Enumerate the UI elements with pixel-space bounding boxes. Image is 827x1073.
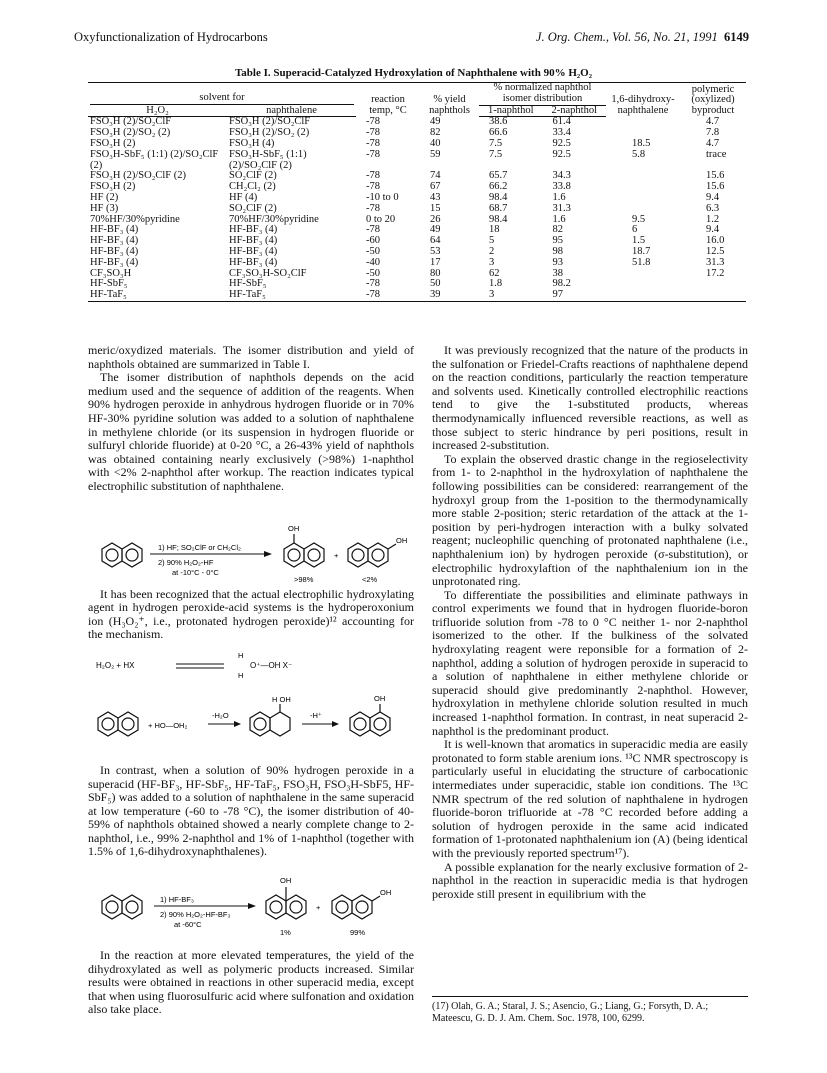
table-cell: 1.8: [489, 278, 503, 290]
scheme-superacid-hydroxylation: [88, 865, 414, 943]
header-1-naphthol: 1-naphthol: [479, 105, 543, 117]
table-cell: 9.4: [706, 191, 720, 203]
table-cell: 38.6: [489, 116, 508, 128]
table-cell: 67: [430, 181, 441, 193]
oh-label: OH: [374, 693, 386, 703]
table-cell: -78: [366, 115, 380, 127]
table-cell: 50: [430, 278, 441, 290]
table-cell: 6: [632, 224, 638, 236]
reagent-label: + HO—OH₂: [148, 720, 188, 730]
table-cell: FSO₃H (2)/SO₂ClF: [229, 116, 311, 128]
table-cell: 18: [489, 224, 500, 236]
paragraph: It was previously recognized that the nature of the products in the sulfonation or Friedel-Crafts reactions of naphthalene depend on the reaction conditions, particularly the reaction temperature and solvents used. Kinetically controlled electrophilic reactions tend to give the 1-substituted products, whereas thermodynamically influenced reversible reactions, as well as those subject to steric hindrance by peri positions, result in increased 2-substitution.: [432, 343, 748, 453]
plus-sign: +: [334, 550, 339, 560]
h-label: H: [238, 650, 244, 660]
table-cell: [606, 182, 680, 193]
header-solvent-for: solvent for: [88, 83, 356, 106]
table-cell: [606, 171, 680, 182]
table-cell: 80: [430, 267, 441, 279]
table-cell: HF-BF₃ (4): [229, 245, 278, 257]
table-cell: trace: [706, 148, 727, 160]
table-cell: 74: [430, 170, 441, 182]
equilibrium-lhs: H₂O₂ + HX: [96, 660, 135, 670]
table-cell: HF-BF₃ (4): [90, 224, 139, 236]
table-cell: 82: [430, 127, 441, 139]
table-cell: 1.6: [552, 191, 566, 203]
table-cell: HF (2): [90, 191, 119, 203]
table-cell: 7.8: [706, 127, 720, 139]
table-cell: HF (3): [90, 202, 119, 214]
header-h2o2: H₂O₂: [88, 105, 227, 117]
table-cell: 33.8: [552, 181, 571, 193]
table-cell: CF₃SO₃H: [90, 267, 132, 279]
table-title: Table I. Superacid-Catalyzed Hydroxylation of Naphthalene with 90% H₂O₂: [234, 67, 593, 79]
table-cell: 31.3: [706, 256, 725, 268]
table-cell: 61.4: [552, 116, 571, 128]
table-cell: 98.4: [489, 191, 508, 203]
table-cell: HF-BF₃ (4): [90, 256, 139, 268]
table-row: [88, 171, 746, 182]
table-cell: 15: [430, 202, 441, 214]
table-cell: 5: [489, 235, 495, 247]
table-row: [88, 258, 746, 269]
table-row: [88, 117, 746, 128]
scheme-condition: 2) 90% H₂O₂-HF-BF₃: [160, 910, 231, 920]
plus-sign: +: [316, 903, 321, 913]
table-cell: 98.2: [552, 278, 571, 290]
table-cell: 97: [543, 290, 607, 301]
table-row: [88, 269, 746, 280]
table-row: [88, 279, 746, 290]
table-cell: FSO₃H (2)/SO₂ (2): [229, 127, 310, 139]
yield-label: <2%: [362, 574, 378, 582]
table-row: [88, 182, 746, 193]
h-oh-label: H OH: [272, 694, 291, 704]
table-cell: 26: [430, 213, 441, 225]
table-cell: [606, 279, 680, 290]
table-cell: FSO₃H (2)/SO₂ClF (2): [90, 170, 187, 182]
table-cell: 34.3: [552, 170, 571, 182]
table-cell: 17: [430, 256, 441, 268]
table-cell: [606, 290, 680, 301]
table-cell: -60: [366, 235, 380, 247]
table-cell: 70%HF/30%pyridine: [90, 213, 180, 225]
table-cell: 9.5: [632, 213, 646, 225]
table-cell: 0 to 20: [366, 213, 396, 225]
paragraph: A possible explanation for the nearly exclusive formation of 2-naphthol in the reaction in superacidic media is that hydrogen peroxide still present in equilibrium with the: [432, 859, 748, 901]
hydroperoxonium-ion: O⁺—OH X⁻: [250, 660, 293, 670]
footnote: (17) Olah, G. A.; Staral, J. S.; Asencio, G.; Liang, G.; Forsyth, D. A.; Mateescu, G. D. J. Am. Chem. Soc. 1978, 100, 6299.: [432, 996, 748, 1024]
table-cell: 4.7: [706, 115, 720, 127]
table-cell: 17.2: [706, 267, 725, 279]
table-cell: 18.7: [632, 245, 651, 257]
table-cell: 7.5: [489, 137, 503, 149]
page-number: 6149: [724, 30, 749, 44]
table-cell: FSO₃H-SbF₅ (1:1) (2)/SO₂ClF (2): [90, 148, 219, 171]
table-cell: [606, 269, 680, 280]
loss-label: -H₂O: [212, 710, 229, 720]
1-naphthol-structure: [266, 887, 306, 919]
paragraph: To explain the observed drastic change in the regioselectivity from 1- to 2-naphthol in the hydroxylation of naphthalene the following possibilities can be considered: rearrangement of the hydroxyl group from the 1-position to the thermodynamically more stable 2-position; steric retardation of the attack at the 1-position by peri-hydrogen interaction with a bulky solvated reagent; nucleophilic quenching of protonated naphthalene (i.e., naphthalenium ion) by hydrogen peroxide (σ-substitution), or electrophilic hydroxylaftion of the naphthalenium ion in the unprotonated ring.: [432, 451, 748, 589]
table-cell: HF-SbF₅: [229, 278, 267, 290]
table-cell: -78: [366, 127, 380, 139]
table-cell: -50: [366, 245, 380, 257]
oh-label: OH: [380, 888, 392, 898]
yield-label: 1%: [280, 928, 291, 938]
table-cell: 70%HF/30%pyridine: [229, 213, 319, 225]
header-2-naphthol: 2-naphthol: [543, 105, 607, 117]
table-cell: HF-BF₃ (4): [229, 256, 278, 268]
oh-label: OH: [280, 876, 292, 886]
naphthalene-structure: [98, 712, 138, 736]
table-cell: HF-SbF₅: [90, 278, 128, 290]
table-cell: HF-TaF₅: [227, 290, 356, 301]
journal-citation: J. Org. Chem., Vol. 56, No. 21, 1991: [535, 30, 718, 44]
table-cell: 9.4: [706, 224, 720, 236]
table-cell: 64: [430, 235, 441, 247]
table-cell: -78: [366, 278, 380, 290]
table-cell: 4.7: [706, 137, 720, 149]
table-cell: [606, 117, 680, 128]
table-cell: 2: [489, 245, 495, 257]
scheme-hf-hydroxylation: [88, 500, 414, 582]
table-cell: -78: [356, 290, 420, 301]
running-header-right: [536, 30, 749, 45]
table-cell: 49: [430, 224, 441, 236]
yield-label: 99%: [350, 928, 366, 938]
table-cell: -78: [366, 148, 380, 160]
table-row: [88, 225, 746, 236]
table-cell: -78: [366, 224, 380, 236]
table-cell: 66.2: [489, 181, 508, 193]
paragraph: To differentiate the possibilities and eliminate pathways in control experiments we found that in hydrogen fluoride-boron trifluoride solution from -78 to 0 °C neither 1- nor 2-naphthol isomerized to the other. If the bulkiness of the solvated hydroxylating reagent were reponsible for a formation of 2-naphthol, adding a solution of hydrogen peroxide in superacid to a solution of naphthalene in either methylene chloride or superacid should give predominantly 2-naphthol. However, hydroxylation in methylene chloride solution resulted in much increased 1-naphthol formation. In contrast, in neat superacid 2-naphthol is the predominant product.: [432, 587, 748, 738]
table-cell: 16.0: [706, 235, 725, 247]
1-naphthol-structure: [350, 704, 390, 736]
paragraph: It has been recognized that the actual electrophilic hydroxylating agent in hydrogen peroxide-acid systems is the hydroperoxonium ion (H₃O₂⁺, i.e., protonated hydrogen peroxide)¹² accounting for the mechanism.: [88, 586, 414, 642]
table-cell: 6.3: [706, 202, 720, 214]
table-cell: FSO₃H-SbF₅ (1:1) (2)/SO₂ClF (2): [229, 148, 307, 171]
table-cell: -40: [366, 256, 380, 268]
2-naphthol-structure: [348, 543, 396, 567]
table-cell: 51.8: [632, 256, 651, 268]
table-row: [88, 193, 746, 204]
table-cell: -78: [366, 170, 380, 182]
table-cell: -50: [366, 267, 380, 279]
table-cell: [680, 290, 746, 301]
paragraph: It is well-known that aromatics in superacidic media are easily protonated to form stable arenium ions. ¹³C NMR spectroscopy is particularly useful in elucidating the structure of carbocationic intermediates under superacidic, stable ion conditions. The ¹³C NMR spectrum of the red solution of naphthalene in hydrogen fluoride-boron trifluoride at -78 °C recorded before adding a solution of hydrogen peroxide in the same acid indicated formation of 1-protonated naphthalenium ion (A) (being identical with the previously reported spectrum¹⁷).: [432, 737, 748, 860]
table-cell: [606, 193, 680, 204]
table-cell: FSO₃H (2)/SO₂ClF: [90, 116, 172, 128]
table-cell: -78: [366, 181, 380, 193]
right-column: [432, 344, 748, 901]
table-row: [88, 290, 746, 301]
table-cell: 93: [552, 256, 563, 268]
scheme-condition: 1) HF; SO₂ClF or CH₂Cl₂: [158, 542, 241, 552]
scheme-condition: 1) HF-BF₃: [160, 895, 194, 905]
table-cell: 65.7: [489, 170, 508, 182]
table-cell: 98: [552, 245, 563, 257]
table-cell: 15.6: [706, 170, 725, 182]
table-cell: HF (4): [229, 191, 258, 203]
paragraph: The isomer distribution of naphthols depends on the acid medium used and the sequence of addition of the reagents. When 90% hydrogen peroxide in anhydrous hydrogen fluoride or in 70% HF-30% pyridine solution was added to a solution of naphthalene in methylene chloride (or its suspension in hydrogen fluoride or sulfuryl chloride fluoride) at 0-20 °C, a 26-43% yield of naphthols was obtained containing nearly exclusively (>98%) 1-naphthol with <2% 2-naphthol after workup. The reaction indicates typical electrophilic substitution of naphthalene.: [88, 370, 414, 493]
left-column: [88, 344, 414, 1017]
table-cell: 39: [420, 290, 479, 301]
table-cell: 59: [430, 148, 441, 160]
table-cell: 3: [479, 290, 543, 301]
scheme-condition: at -60°C: [174, 920, 202, 930]
table-cell: 92.5: [552, 148, 571, 160]
h-label: H: [238, 670, 244, 680]
table-cell: 18.5: [632, 137, 651, 149]
table-row: [88, 215, 746, 226]
table-cell: 1.6: [552, 213, 566, 225]
table-cell: 38: [552, 267, 563, 279]
table-cell: 40: [430, 137, 441, 149]
table-cell: 92.5: [552, 137, 571, 149]
table-cell: 7.5: [489, 148, 503, 160]
table-cell: HF-BF₃ (4): [90, 235, 139, 247]
table-cell: 95: [552, 235, 563, 247]
paragraph: meric/oxydized materials. The isomer distribution and yield of naphthols obtained are summarized in Table I.: [88, 343, 414, 371]
yield-label: >98%: [294, 574, 314, 582]
1-naphthol-structure: [284, 534, 324, 567]
table-cell: HF-BF₃ (4): [229, 224, 278, 236]
table-cell: 66.6: [489, 127, 508, 139]
table-cell: 43: [430, 191, 441, 203]
table-cell: [606, 204, 680, 215]
table-cell: 1.5: [632, 235, 646, 247]
oh-label: OH: [288, 523, 300, 533]
table-cell: 12.5: [706, 245, 725, 257]
table-cell: [680, 279, 746, 290]
table-cell: 5.8: [632, 148, 646, 160]
table-cell: FSO₃H (2)/SO₂ (2): [90, 127, 171, 139]
table-cell: 31.3: [552, 202, 571, 214]
oh-label: OH: [396, 535, 408, 545]
header-polymeric: polymeric (oxylized) byproduct: [680, 83, 746, 117]
header-dihydroxy: 1,6-dihydroxy-naphthalene: [606, 83, 680, 117]
table-cell: HF-BF₃ (4): [229, 235, 278, 247]
paragraph: In the reaction at more elevated temperatures, the yield of the dihydroxylated as well as polymeric products increased. Similar results were obtained in reactions in other superacid media, except that when using fluorosulfuric acid where sulfonation and oxidation also take place.: [88, 948, 414, 1017]
table-cell: -10 to 0: [366, 191, 399, 203]
header-yield: % yield naphthols: [420, 83, 479, 117]
results-table: [88, 82, 746, 302]
table-cell: 62: [489, 267, 500, 279]
arenium-ion-structure: [250, 704, 290, 736]
table-cell: SO₂ClF (2): [229, 170, 277, 182]
table-cell: FSO₃H (2): [90, 181, 136, 193]
table-cell: 98.4: [489, 213, 508, 225]
table-cell: 53: [430, 245, 441, 257]
2-naphthol-structure: [332, 895, 380, 919]
table-row: [88, 204, 746, 215]
table-cell: -78: [366, 202, 380, 214]
header-naphthalene: naphthalene: [227, 105, 356, 117]
scheme-condition: 2) 90% H₂O₂-HF: [158, 557, 214, 567]
table-cell: HF-TaF₅: [88, 290, 227, 301]
header-isomer: % normalized naphthol isomer distribution: [479, 83, 606, 106]
table-cell: 82: [552, 224, 563, 236]
loss-label: -H⁺: [310, 710, 322, 720]
table-row: [88, 150, 746, 172]
table-cell: -78: [366, 137, 380, 149]
table-cell: 15.6: [706, 181, 725, 193]
table-cell: 49: [430, 115, 441, 127]
table-cell: HF-BF₃ (4): [90, 245, 139, 257]
naphthalene-structure: [102, 895, 142, 919]
table-cell: 33.4: [552, 127, 571, 139]
table-cell: CF₃SO₃H-SO₂ClF: [229, 267, 307, 279]
table-cell: CH₂Cl₂ (2): [229, 181, 276, 193]
table-cell: FSO₃H (2): [90, 137, 136, 149]
table-cell: SO₂ClF (2): [229, 202, 277, 214]
scheme-condition: at -10°C - 0°C: [172, 567, 219, 577]
table-cell: 3: [489, 256, 495, 268]
table-cell: FSO₃H (4): [229, 137, 275, 149]
running-header-left: Oxyfunctionalization of Hydrocarbons: [74, 30, 268, 44]
table-cell: 1.2: [706, 213, 720, 225]
header-temp: reaction temp, °C: [356, 83, 420, 117]
paragraph: In contrast, when a solution of 90% hydrogen peroxide in a superacid (HF-BF₃, HF-SbF₅, HF-TaF₅, FSO₃H, FSO₃H-SbF5, HF-SbF₅) was added to a solution of naphthalene in the same superacid at low temperature (-60 to -78 °C), the isomer distribution of 40-59% of naphthols obtained showed a nearly complete change to 2-naphthol, i.e., 99% 2-naphthol and 1% of 1-naphthol (together with 1.5% of 1,6-dihydroxynaphthalenes).: [88, 762, 414, 859]
naphthalene-structure: [102, 543, 142, 567]
scheme-mechanism: [88, 648, 414, 758]
table-cell: 68.7: [489, 202, 508, 214]
